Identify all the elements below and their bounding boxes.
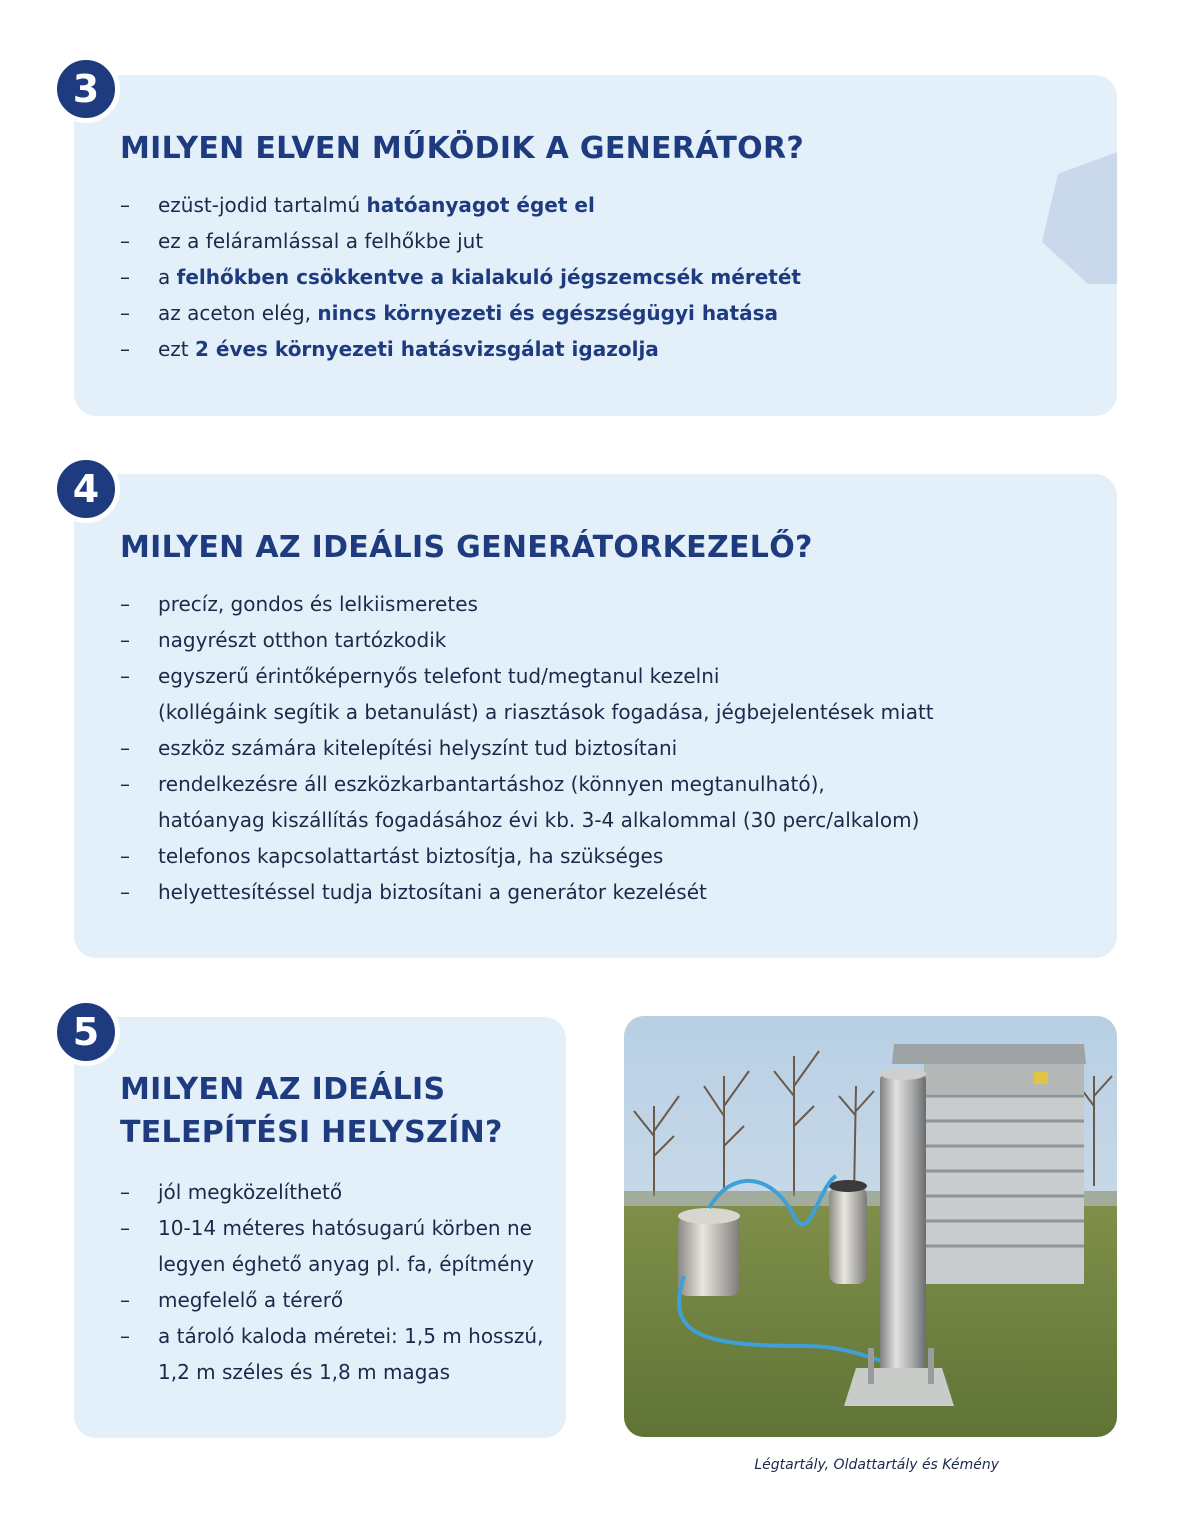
section-5-list xyxy=(120,1174,543,1390)
list-item: – eszköz számára kitelepítési helyszínt tud biztosítani xyxy=(120,730,934,766)
list-item: – egyszerű érintőképernyős telefont tud/megtanul kezelni (kollégáink segítik a betanulást) a riasztások fogadása, jégbejelentések miatt xyxy=(120,658,934,730)
list-item: – telefonos kapcsolattartást biztosítja, ha szükséges xyxy=(120,838,934,874)
list-item: – ez a feláramlással a felhőkbe jut xyxy=(120,223,801,259)
list-item: – megfelelő a térerő xyxy=(120,1282,543,1318)
section-3-number-badge: 3 xyxy=(52,55,120,123)
section-4-number-badge: 4 xyxy=(52,455,120,523)
list-item: – 10-14 méteres hatósugarú körben ne legyen éghető anyag pl. fa, építmény xyxy=(120,1210,543,1282)
list-item: – helyettesítéssel tudja biztosítani a generátor kezelését xyxy=(120,874,934,910)
list-item: – jól megközelíthető xyxy=(120,1174,543,1210)
list-item: – nagyrészt otthon tartózkodik xyxy=(120,622,934,658)
section-3-list xyxy=(120,187,801,367)
section-4-title: MILYEN AZ IDEÁLIS GENERÁTORKEZELŐ? xyxy=(120,530,813,565)
section-5-number-badge: 5 xyxy=(52,998,120,1066)
generator-illustration xyxy=(624,1016,1117,1437)
section-5-title: MILYEN AZ IDEÁLIS TELEPÍTÉSI HELYSZÍN? xyxy=(120,1072,503,1150)
section-4-list xyxy=(120,586,934,910)
list-item: – a felhőkben csökkentve a kialakuló jégszemcsék méretét xyxy=(120,259,801,295)
section-3-title: MILYEN ELVEN MŰKÖDIK A GENERÁTOR? xyxy=(120,131,805,166)
list-item: – rendelkezésre áll eszközkarbantartáshoz (könnyen megtanulható), hatóanyag kiszállítás fogadásához évi kb. 3-4 alkalommal (30 perc/alkalom) xyxy=(120,766,934,838)
list-item: – ezt 2 éves környezeti hatásvizsgálat igazolja xyxy=(120,331,801,367)
list-item: – a tároló kaloda méretei: 1,5 m hosszú, 1,2 m széles és 1,8 m magas xyxy=(120,1318,543,1390)
hexagon-decoration xyxy=(1040,152,1117,284)
photo-caption: Légtartály, Oldattartály és Kémény xyxy=(754,1457,999,1473)
list-item: – ezüst-jodid tartalmú hatóanyagot éget el xyxy=(120,187,801,223)
list-item: – precíz, gondos és lelkiismeretes xyxy=(120,586,934,622)
list-item: – az aceton elég, nincs környezeti és egészségügyi hatása xyxy=(120,295,801,331)
generator-photo xyxy=(624,1016,1117,1437)
